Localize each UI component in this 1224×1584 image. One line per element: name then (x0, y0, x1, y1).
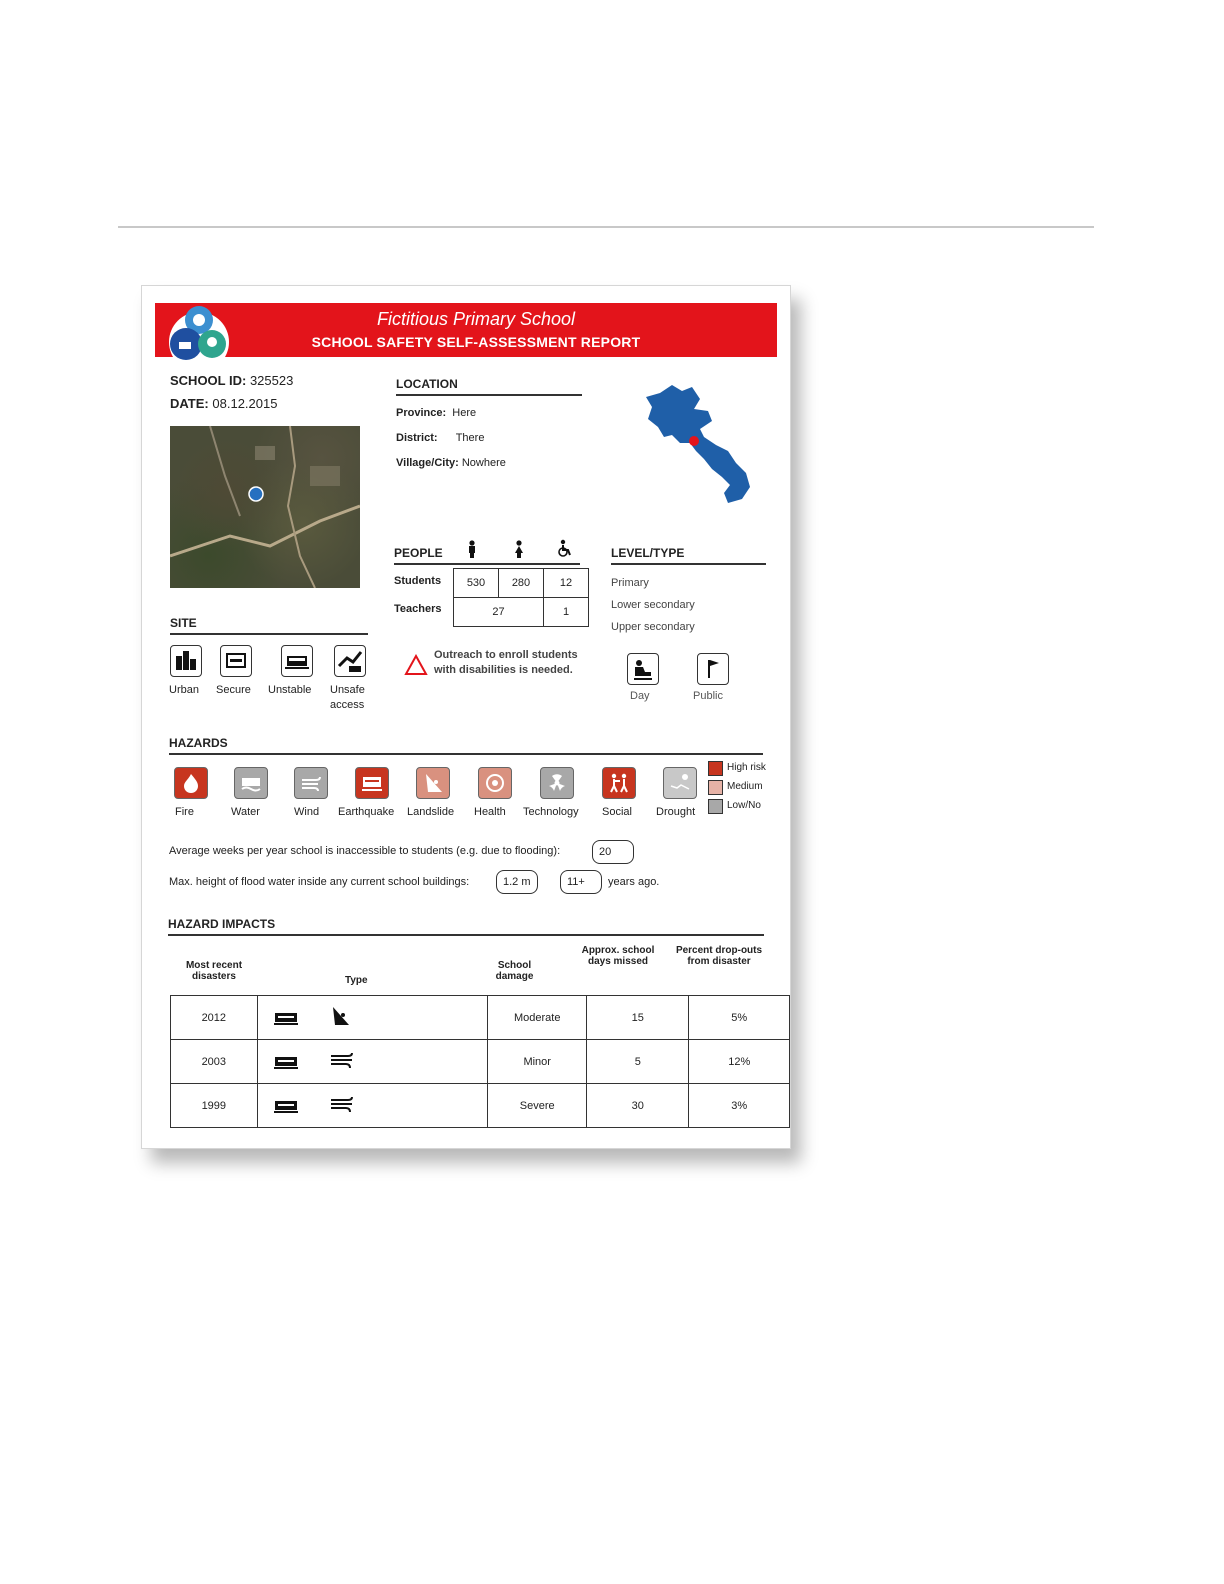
province-row: Province: Here (396, 407, 477, 419)
report-card (141, 285, 791, 1149)
teachers-label: Teachers (394, 603, 442, 615)
earthquake-icon (274, 1010, 298, 1026)
site-urban-label: Urban (169, 684, 199, 696)
table-row (171, 996, 790, 1040)
earthquake-icon (361, 772, 383, 794)
hazard-health (478, 767, 512, 799)
flood-height-value: 1.2 m (496, 870, 538, 894)
warning-icon (404, 654, 428, 676)
urban-icon (170, 645, 202, 677)
level-heading: LEVEL/TYPE (611, 546, 766, 565)
wind-icon (300, 772, 322, 794)
hazard-earthquake (355, 767, 389, 799)
impact-damage: Severe (488, 1084, 587, 1128)
hazard-earthquake-label: Earthquake (338, 806, 395, 818)
report-date: DATE: 08.12.2015 (170, 396, 278, 411)
flood-years-suffix: years ago. (608, 876, 660, 888)
social-conflict-icon (608, 772, 630, 794)
landslide-icon (330, 1006, 350, 1026)
impact-types (257, 996, 488, 1040)
col-dropouts: Percent drop-outs from disaster (675, 945, 763, 967)
day-label: Day (630, 690, 650, 702)
impact-days: 30 (587, 1084, 689, 1128)
people-table (453, 568, 589, 627)
impact-dropouts: 3% (689, 1084, 790, 1128)
legend-high-label: High risk (727, 762, 766, 773)
level-primary: Primary (611, 577, 649, 589)
landslide-icon (422, 772, 444, 794)
hazard-fire-label: Fire (175, 806, 194, 818)
school-id: SCHOOL ID: 325523 (170, 373, 294, 388)
hazard-social-label: Social (602, 806, 632, 818)
col-recent-disasters: Most recent disasters (185, 960, 243, 982)
impact-year: 1999 (171, 1084, 258, 1128)
satellite-image (170, 426, 360, 588)
flood-years-value: 11+ (560, 870, 602, 894)
legend-low-label: Low/No (727, 800, 761, 811)
teachers-total: 27 (454, 598, 544, 627)
female-icon (514, 540, 524, 558)
students-male: 530 (454, 569, 499, 598)
public-school-icon (697, 653, 729, 685)
location-heading: LOCATION (396, 377, 582, 396)
report-banner (155, 303, 777, 357)
unstable-icon (281, 645, 313, 677)
hazard-fire (174, 767, 208, 799)
unsafe-access-icon (334, 645, 366, 677)
hazard-social (602, 767, 636, 799)
teachers-disabled: 1 (544, 598, 589, 627)
weeks-inaccessible-text: Average weeks per year school is inaccessible to students (e.g. due to flooding): (169, 845, 561, 857)
hazard-technology-label: Technology (523, 806, 579, 818)
hazard-landslide-label: Landslide (407, 806, 455, 818)
impact-types (257, 1084, 488, 1128)
wind-icon (330, 1050, 354, 1070)
report-title: SCHOOL SAFETY SELF-ASSESSMENT REPORT (311, 334, 641, 350)
day-school-icon (627, 653, 659, 685)
secure-icon (220, 645, 252, 677)
logo-icon (164, 300, 234, 366)
hazard-water-label: Water (231, 806, 260, 818)
top-divider (118, 226, 1094, 228)
weeks-inaccessible-value: 20 (592, 840, 634, 864)
site-secure-label: Secure (216, 684, 251, 696)
legend-medium-label: Medium (727, 781, 763, 792)
site-unstable-label: Unstable (268, 684, 312, 696)
hazard-water (234, 767, 268, 799)
people-heading: PEOPLE (394, 546, 580, 565)
table-row (171, 1040, 790, 1084)
hazard-landslide (416, 767, 450, 799)
legend-medium-swatch (708, 780, 723, 795)
village-row: Village/City: Nowhere (396, 457, 506, 469)
hazard-health-label: Health (474, 806, 506, 818)
students-label: Students (394, 575, 442, 587)
hazard-drought (663, 767, 697, 799)
earthquake-icon (274, 1098, 298, 1114)
legend-low-swatch (708, 799, 723, 814)
public-label: Public (693, 690, 723, 702)
legend-high-swatch (708, 761, 723, 776)
hazard-wind (294, 767, 328, 799)
table-row (171, 1084, 790, 1128)
country-map (642, 381, 754, 506)
school-name: Fictitious Primary School (376, 309, 576, 329)
col-school-damage: School damage (495, 960, 534, 982)
students-disabled: 12 (544, 569, 589, 598)
hazards-heading: HAZARDS (169, 736, 763, 755)
water-icon (240, 772, 262, 794)
wind-icon (330, 1094, 354, 1114)
radiation-icon (546, 772, 568, 794)
impacts-heading: HAZARD IMPACTS (168, 917, 764, 936)
impact-days: 15 (587, 996, 689, 1040)
col-type: Type (345, 975, 368, 986)
col-days-missed: Approx. school days missed (581, 945, 655, 967)
impact-damage: Minor (488, 1040, 587, 1084)
impact-year: 2012 (171, 996, 258, 1040)
impact-days: 5 (587, 1040, 689, 1084)
impact-types (257, 1040, 488, 1084)
students-female: 280 (499, 569, 544, 598)
impact-dropouts: 5% (689, 996, 790, 1040)
earthquake-icon (274, 1054, 298, 1070)
hazard-wind-label: Wind (294, 806, 320, 818)
biohazard-icon (484, 772, 506, 794)
alert-line-2: with disabilities is needed. (434, 664, 573, 676)
alert-line-1: Outreach to enroll students (434, 649, 578, 661)
impact-year: 2003 (171, 1040, 258, 1084)
drought-icon (669, 772, 691, 794)
level-lower-secondary: Lower secondary (611, 599, 695, 611)
district-row: District: There (396, 432, 485, 444)
impact-damage: Moderate (488, 996, 587, 1040)
level-upper-secondary: Upper secondary (611, 621, 695, 633)
wheelchair-icon (556, 539, 574, 557)
site-access-label: access (330, 699, 365, 711)
impacts-table (170, 995, 790, 1128)
fire-icon (180, 772, 202, 794)
male-icon (467, 540, 477, 558)
flood-height-text: Max. height of flood water inside any current school buildings: (169, 876, 470, 888)
hazard-drought-label: Drought (656, 806, 696, 818)
site-heading: SITE (170, 616, 368, 635)
impact-dropouts: 12% (689, 1040, 790, 1084)
site-unsafe-label: Unsafe (330, 684, 365, 696)
hazard-technology (540, 767, 574, 799)
